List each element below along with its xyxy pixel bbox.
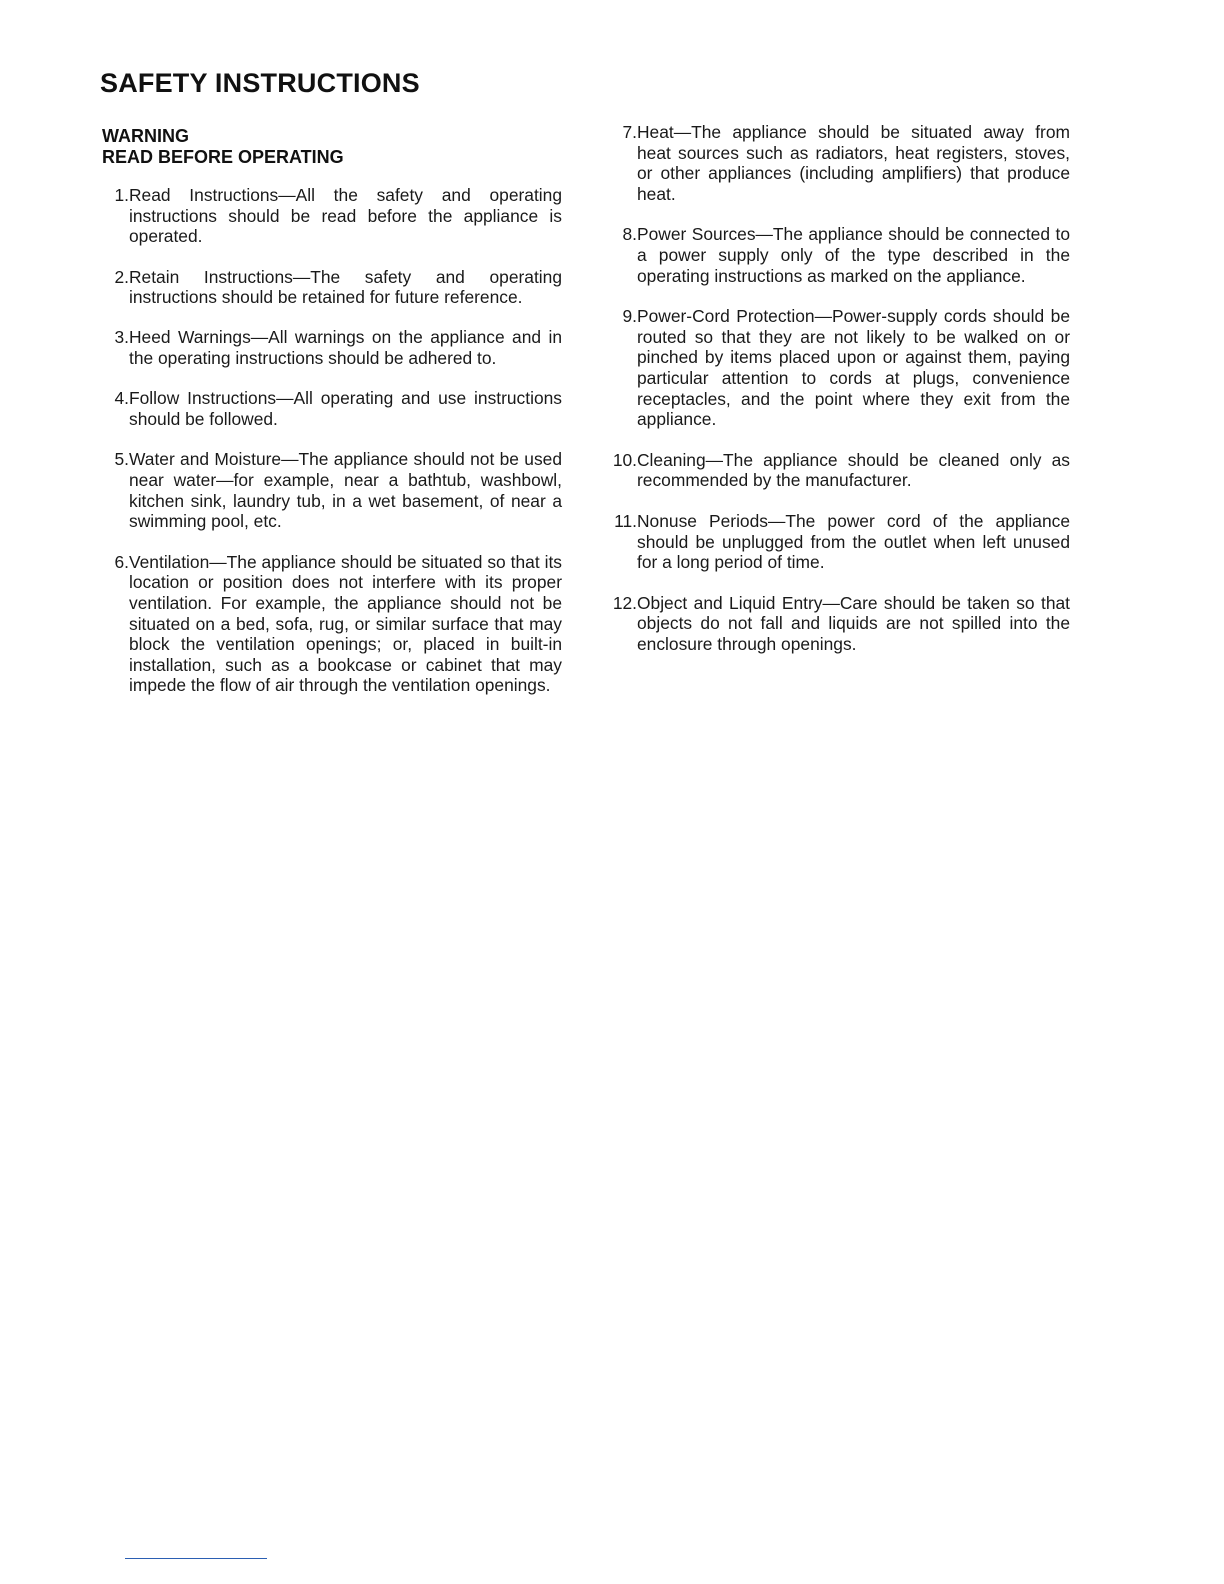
instruction-item: [102, 388, 562, 429]
instruction-text: Follow Instructions—All operating and use instructions should be followed.: [129, 388, 562, 429]
instruction-item: [102, 327, 562, 368]
instruction-number: 8.: [622, 224, 637, 245]
instruction-text: Power-Cord Protection—Power-supply cords should be routed so that they are not likely to be walked on or pinched by items placed upon or against them, paying particular attention to cords at plugs, convenience receptacles, and the point where they exit from the appliance.: [637, 306, 1070, 430]
warning-heading: [102, 126, 344, 168]
instruction-number: 10.: [612, 449, 637, 470]
instruction-number: 3.: [114, 326, 129, 347]
instruction-text: Water and Moisture—The appliance should not be used near water—for example, near a bathtub, washbowl, kitchen sink, laundry tub, in a wet basement, of near a swimming pool, etc.: [129, 449, 562, 532]
footer-rule: [125, 1558, 267, 1559]
instruction-text: Retain Instructions—The safety and operating instructions should be retained for future reference.: [129, 266, 562, 308]
page-title: SAFETY INSTRUCTIONS: [100, 68, 420, 98]
instruction-item: [102, 185, 562, 247]
instruction-item: [610, 224, 1070, 286]
instruction-text: Object and Liquid Entry—Care should be taken so that objects do not fall and liquids are not spilled into the enclosure through openings.: [637, 592, 1070, 654]
instruction-number: 11.: [614, 510, 637, 531]
instruction-number: 6.: [114, 551, 129, 572]
instruction-number: 5.: [114, 449, 129, 470]
right-instruction-column: [610, 122, 1070, 674]
instruction-number: 9.: [622, 306, 637, 327]
instruction-text: Nonuse Periods—The power cord of the appliance should be unplugged from the outlet when left unused for a long period of time.: [637, 510, 1070, 573]
instruction-number: 1.: [114, 185, 129, 205]
instruction-text: Heed Warnings—All warnings on the appliance and in the operating instructions should be adhered to.: [129, 326, 562, 368]
instruction-number: 4.: [114, 388, 129, 409]
instruction-item: [102, 267, 562, 308]
instruction-text: Heat—The appliance should be situated away from heat sources such as radiators, heat registers, stoves, or other appliances (including amplifiers) that produce heat.: [637, 122, 1070, 204]
instruction-text: Read Instructions—All the safety and operating instructions should be read before the appliance is operated.: [129, 185, 562, 247]
instruction-number: 12.: [612, 592, 637, 613]
instruction-text: Ventilation—The appliance should be situated so that its location or position does not interfere with its proper ventilation. For example, the appliance should not be situated on a bed, sofa, rug, or similar surface that may block the ventilation openings; or, placed in built-in installation, such as a bookcase or cabinet that may impede the flow of air through the ventilation openings.: [129, 551, 562, 696]
instruction-item: [610, 122, 1070, 204]
instruction-number: 7.: [622, 122, 637, 142]
instruction-text: Power Sources—The appliance should be connected to a power supply only of the type described in the operating instructions as marked on the appliance.: [637, 224, 1070, 286]
instruction-item: [610, 450, 1070, 491]
instruction-item: [610, 306, 1070, 430]
instruction-number: 2.: [114, 266, 129, 287]
left-instruction-column: [102, 185, 562, 716]
read-before-operating-label: READ BEFORE OPERATING: [102, 147, 344, 167]
instruction-item: [610, 511, 1070, 573]
instruction-text: Cleaning—The appliance should be cleaned only as recommended by the manufacturer.: [637, 449, 1070, 491]
instruction-item: [102, 449, 562, 531]
instruction-item: [102, 552, 562, 696]
instruction-item: [610, 593, 1070, 655]
warning-label: WARNING: [102, 126, 189, 146]
